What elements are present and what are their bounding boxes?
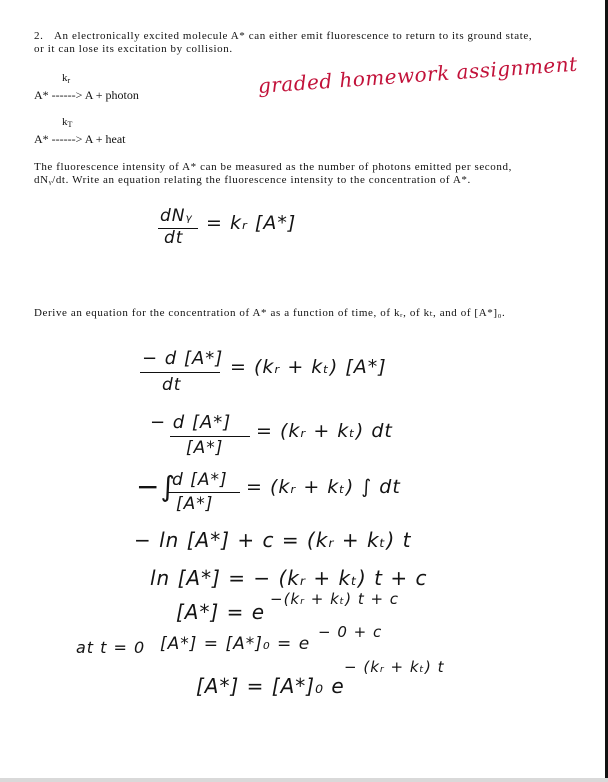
reaction-fluorescence: A* ------> A + photon — [34, 88, 139, 102]
scan-edge-bottom — [0, 778, 608, 782]
step1-numerator: − d [A*] — [142, 348, 224, 369]
step3-numerator: d [A*] — [172, 470, 228, 490]
answer1-numerator: dNᵧ — [160, 206, 193, 226]
step7-exponent: − 0 + c — [318, 623, 383, 641]
step3-fraction-bar — [168, 492, 240, 493]
graded-homework-note: graded homework assignment — [257, 51, 579, 98]
answer1-denominator: dt — [164, 228, 184, 248]
step2-denominator: [A*] — [186, 438, 224, 458]
step2-fraction-bar — [170, 436, 250, 437]
step3-rhs: = (kᵣ + kₜ) ∫ dt — [246, 476, 401, 498]
rate-constant-letter: k — [62, 116, 68, 128]
rate-constant-letter: k — [62, 72, 68, 84]
rate-constant-subscript: r — [67, 76, 71, 85]
rate-constant-subscript: T — [67, 120, 73, 129]
question2-text: Derive an equation for the concentration of A* as a function of time, of kᵣ, of kₜ, and of [A*]₀. — [34, 307, 506, 319]
step1-rhs: = (kᵣ + kₜ) [A*] — [230, 356, 387, 378]
step6-exponent: −(kᵣ + kₜ) t + c — [270, 590, 400, 608]
step7-label: at t = 0 — [76, 638, 146, 657]
step3-denominator: [A*] — [176, 494, 214, 514]
step8-lhs: [A*] = [A*]₀ e — [196, 674, 345, 698]
step3-integral-prefix: −∫ — [136, 470, 177, 503]
step4-equation: − ln [A*] + c = (kᵣ + kₜ) t — [134, 528, 412, 552]
step7-lhs: [A*] = [A*]₀ = e — [160, 634, 311, 654]
step2-rhs: = (kᵣ + kₜ) dt — [256, 420, 393, 442]
step1-fraction-bar — [140, 372, 220, 373]
problem-intro-line1: An electronically excited molecule A* can either emit fluorescence to return to its ground state, — [54, 30, 533, 42]
reaction-collision: A* ------> A + heat — [34, 132, 126, 146]
step6-lhs: [A*] = e — [176, 600, 266, 624]
step2-numerator: − d [A*] — [150, 412, 232, 433]
step8-exponent: − (kᵣ + kₜ) t — [344, 658, 445, 676]
step5-equation: ln [A*] = − (kᵣ + kₜ) t + c — [150, 566, 428, 590]
step1-denominator: dt — [162, 375, 182, 395]
problem-intro-line2: or it can lose its excitation by collision. — [34, 43, 233, 55]
answer1-rhs: = kᵣ [A*] — [206, 212, 297, 234]
question1-line2: dNᵧ/dt. Write an equation relating the fluorescence intensity to the concentration of A*. — [34, 174, 471, 186]
question1-line1: The fluorescence intensity of A* can be measured as the number of photons emitted per second, — [34, 161, 512, 173]
problem-number: 2. — [34, 30, 44, 42]
rate-constant-t — [62, 116, 72, 129]
rate-constant-r — [62, 72, 70, 85]
